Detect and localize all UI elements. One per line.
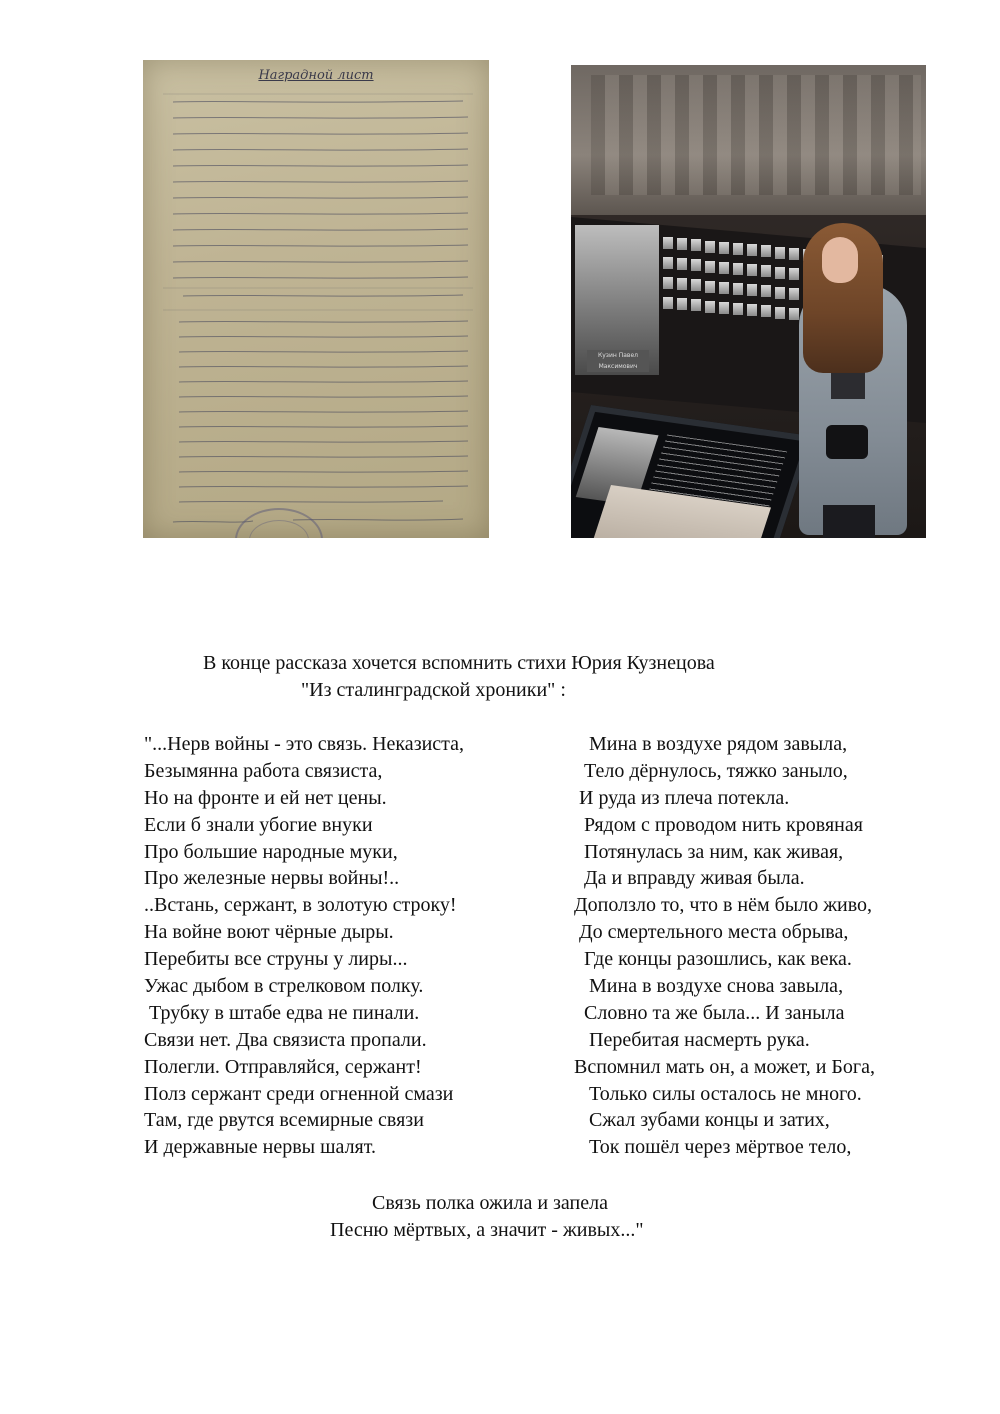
award-sheet-title: Наградной лист	[258, 68, 374, 83]
portrait-thumbnail	[705, 281, 715, 293]
portrait-thumbnail	[719, 262, 729, 274]
poem-line: Мина в воздухе снова завыла,	[574, 975, 844, 998]
portrait-thumbnail	[747, 244, 757, 256]
portrait-caption: Кузин Павел Максимович	[587, 350, 649, 372]
poem-line: Вспомнил мать он, а может, и Бога,	[574, 1055, 875, 1078]
poem-right-column	[574, 731, 944, 1161]
poem-line: Связи нет. Два связиста пропали.	[144, 1028, 427, 1051]
portrait-thumbnail	[663, 237, 673, 249]
portrait-thumbnail	[761, 265, 771, 277]
visitor-legs	[823, 505, 875, 538]
handwriting-lines	[143, 60, 489, 538]
poem-line: Потянулась за ним, как живая,	[574, 840, 844, 863]
portrait-thumbnail	[677, 298, 687, 310]
poem-line: Там, где рвутся всемирные связи	[144, 1109, 424, 1132]
poem-line: Мина в воздухе рядом завыла,	[574, 733, 848, 755]
portrait-thumbnail	[747, 264, 757, 276]
poem-line: До смертельного места обрыва,	[574, 921, 849, 944]
poem-line: Ужас дыбом в стрелковом полку.	[144, 975, 424, 998]
portrait-thumbnail	[733, 283, 743, 295]
portrait-thumbnail	[719, 282, 729, 294]
portrait-thumbnail	[719, 242, 729, 254]
portrait-thumbnail	[789, 268, 799, 280]
intro-line-1: В конце рассказа хочется вспомнить стихи Юрия Кузнецова	[203, 652, 715, 674]
museum-wall	[571, 65, 926, 215]
portrait-thumbnail	[761, 285, 771, 297]
poem-line: Перебитая насмерть рука.	[574, 1028, 810, 1051]
poem-title: "Из сталинградской хроники" :	[301, 679, 566, 701]
poem-line: Полегли. Отправляйся, сержант!	[144, 1055, 422, 1078]
portrait-thumbnail	[761, 305, 771, 317]
poem-line: Словно та же была... И заныла	[574, 1001, 845, 1024]
portrait-thumbnail	[677, 258, 687, 270]
portrait-thumbnail	[663, 277, 673, 289]
poem-line: Тело дёрнулось, тяжко заныло,	[574, 759, 848, 782]
portrait-thumbnail	[789, 248, 799, 260]
portrait-thumbnail	[691, 239, 701, 251]
poem-line: Где концы разошлись, как века.	[574, 948, 852, 971]
portrait-thumbnail	[789, 308, 799, 320]
poem-line: Рядом с проводом нить кровяная	[574, 813, 863, 836]
poem-line: Но на фронте и ей нет цены.	[144, 786, 387, 809]
poem-line: Только силы осталось не много.	[574, 1082, 862, 1105]
portrait-thumbnail	[747, 284, 757, 296]
poem-line: И руда из плеча потекла.	[574, 786, 790, 809]
portrait-thumbnail	[775, 307, 785, 319]
poem-line: Если б знали убогие внуки	[144, 813, 373, 836]
portrait-thumbnail	[747, 304, 757, 316]
camera	[826, 425, 868, 459]
portrait-thumbnail	[705, 261, 715, 273]
poem-line: ..Встань, сержант, в золотую строку!	[144, 894, 457, 917]
poem-left-column	[144, 731, 564, 1161]
poem-line: Трубку в штабе едва не пинали.	[144, 1001, 420, 1024]
portrait-thumbnail	[775, 287, 785, 299]
portrait-thumbnail	[691, 299, 701, 311]
portrait-thumbnail	[677, 238, 687, 250]
portrait-thumbnail	[705, 241, 715, 253]
poem-line: На войне воют чёрные дыры.	[144, 921, 394, 944]
poem-line: Да и вправду живая была.	[574, 867, 805, 890]
poem-line: И державные нервы шалят.	[144, 1136, 376, 1159]
portrait-thumbnail	[733, 263, 743, 275]
portrait-thumbnail	[789, 288, 799, 300]
poem-line: Безымянна работа связиста,	[144, 759, 383, 782]
poem-line: Полз сержант среди огненной смази	[144, 1082, 454, 1105]
poem-line: Перебиты все струны у лиры...	[144, 948, 408, 971]
museum-photo	[571, 65, 926, 538]
portrait-thumbnail	[733, 243, 743, 255]
portrait-thumbnail	[691, 279, 701, 291]
poem-line: "...Нерв войны - это связь. Неказиста,	[144, 733, 465, 755]
portrait-thumbnail	[691, 259, 701, 271]
portrait-thumbnail	[677, 278, 687, 290]
portrait-thumbnail	[663, 257, 673, 269]
portrait-thumbnail	[719, 302, 729, 314]
portrait-thumbnail	[775, 247, 785, 259]
portrait-thumbnail	[761, 245, 771, 257]
poem-line: Сжал зубами концы и затих,	[574, 1109, 830, 1132]
portrait-thumbnail	[775, 267, 785, 279]
poem-line: Ток пошёл через мёртвое тело,	[574, 1136, 852, 1159]
poem-line: Про большие народные муки,	[144, 840, 398, 863]
portrait-thumbnail	[733, 303, 743, 315]
visitor-face	[822, 237, 858, 283]
poem-line: Доползло то, что в нём было живо,	[574, 894, 873, 917]
portrait-thumbnail	[705, 301, 715, 313]
award-sheet-photo	[143, 60, 489, 538]
portrait-thumbnail	[663, 297, 673, 309]
ending-line-1: Связь полка ожила и запела	[372, 1192, 608, 1214]
poem-line: Про железные нервы войны!..	[144, 867, 400, 890]
ending-line-2: Песню мёртвых, а значит - живых..."	[330, 1219, 644, 1241]
